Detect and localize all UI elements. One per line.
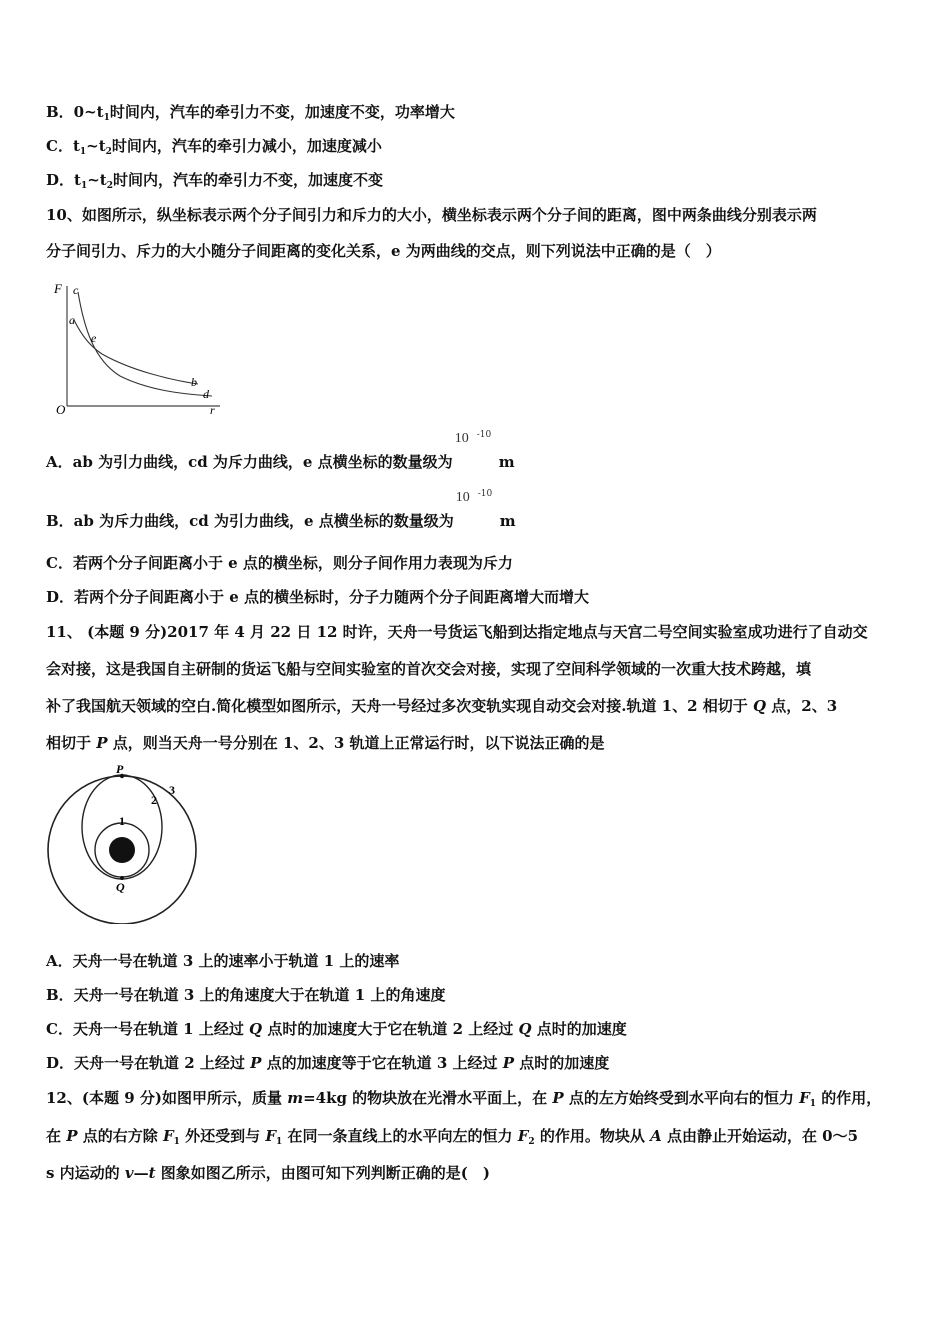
q12-stem-line3: s 内运动的 v—t 图象如图乙所示，由图可知下列判断正确的是( ): [46, 1164, 490, 1182]
q9-option-b: B．$0\sim t_1$时间内，汽车的牵引力不变，加速度不变，功率增大: [46, 103, 455, 123]
axis-label-r: r: [210, 403, 215, 417]
q10-option-d: D．若两个分子间距离小于 e 点的横坐标时，分子力随两个分子间距离增大而增大: [46, 588, 589, 606]
curve-label-a: a: [69, 313, 75, 327]
curve-label-d: d: [203, 387, 209, 401]
q10-stem-line1: 10、如图所示，纵坐标表示两个分子间引力和斥力的大小，横坐标表示两个分子间的距离，图中两条曲线分别表示两: [46, 206, 817, 224]
q10-option-c: C．若两个分子间距离小于 e 点的横坐标，则分子间作用力表现为斥力: [46, 554, 513, 572]
origin-label: O: [56, 402, 66, 417]
q11-stem-line3: 补了我国航天领域的空白.简化模型如图所示，天舟一号经过多次变轨实现自动交会对接.轨道 1、2 相切于 Q 点，2、3: [46, 697, 838, 715]
curve-ab: [74, 320, 198, 384]
q10-option-b: B．ab 为斥力曲线，cd 为引力曲线，e 点横坐标的数量级为 10 -10 m: [46, 489, 516, 530]
axis-label-F: F: [54, 281, 62, 296]
q11-option-b: B．天舟一号在轨道 3 上的角速度大于在轨道 1 上的角速度: [46, 986, 446, 1004]
q11-stem-line1: 11、 (本题 9 分)2017 年 4 月 22 日 12 时许，天舟一号货运飞船到达指定地点与天宫二号空间实验室成功进行了自动交: [46, 623, 868, 641]
q10-force-distance-graph: [50, 280, 230, 425]
power-of-ten: 10 -10: [455, 489, 493, 505]
q9-option-d: D．$t_1\sim t_2$时间内，汽车的牵引力不变，加速度不变: [46, 171, 383, 191]
label-Q: Q: [116, 880, 125, 894]
q10-option-a: A．ab 为引力曲线，cd 为斥力曲线，e 点横坐标的数量级为 10 -10 m: [46, 430, 515, 471]
q12-stem-line2: 在 P 点的右方除 $F_1$ 外还受到与 $F_1$ 在同一条直线上的水平向左的恒力 $F_2$ 的作用。物块从 A 点由静止开始运动，在 0～5: [46, 1127, 859, 1147]
label-P: P: [116, 764, 124, 776]
label-orbit-3: 3: [169, 783, 175, 797]
q11-option-d: D．天舟一号在轨道 2 上经过 P 点的加速度等于它在轨道 3 上经过 P 点时的加速度: [46, 1054, 610, 1072]
planet-icon: [109, 837, 135, 863]
label-orbit-2: 2: [151, 793, 157, 807]
power-of-ten: 10 -10: [454, 430, 492, 446]
q12-stem-line1: 12、(本题 9 分)如图甲所示，质量 m=4kg 的物块放在光滑水平面上，在 P 点的左方始终受到水平向右的恒力 $F_1$ 的作用，: [46, 1089, 882, 1109]
curve-label-b: b: [191, 375, 197, 389]
q11-stem-line4: 相切于 P 点，则当天舟一号分别在 1、2、3 轨道上正常运行时，以下说法正确的是: [46, 734, 605, 752]
q10-stem-line2: 分子间引力、斥力的大小随分子间距离的变化关系，e 为两曲线的交点，则下列说法中正确的是（ ）: [46, 242, 721, 260]
q11-option-a: A．天舟一号在轨道 3 上的速率小于轨道 1 上的速率: [46, 952, 400, 970]
intersection-label-e: e: [91, 331, 97, 345]
q11-stem-line2: 会对接，这是我国自主研制的货运飞船与空间实验室的首次交会对接，实现了空间科学领域的一次重大技术跨越，填: [46, 660, 812, 678]
label-orbit-1: 1: [119, 814, 125, 828]
q11-orbit-diagram: [44, 764, 214, 924]
q11-option-c: C．天舟一号在轨道 1 上经过 Q 点时的加速度大于它在轨道 2 上经过 Q 点时的加速度: [46, 1020, 627, 1038]
curve-label-c: c: [73, 283, 79, 297]
q9-option-c: C．$t_1\sim t_2$时间内，汽车的牵引力减小，加速度减小: [46, 137, 382, 157]
